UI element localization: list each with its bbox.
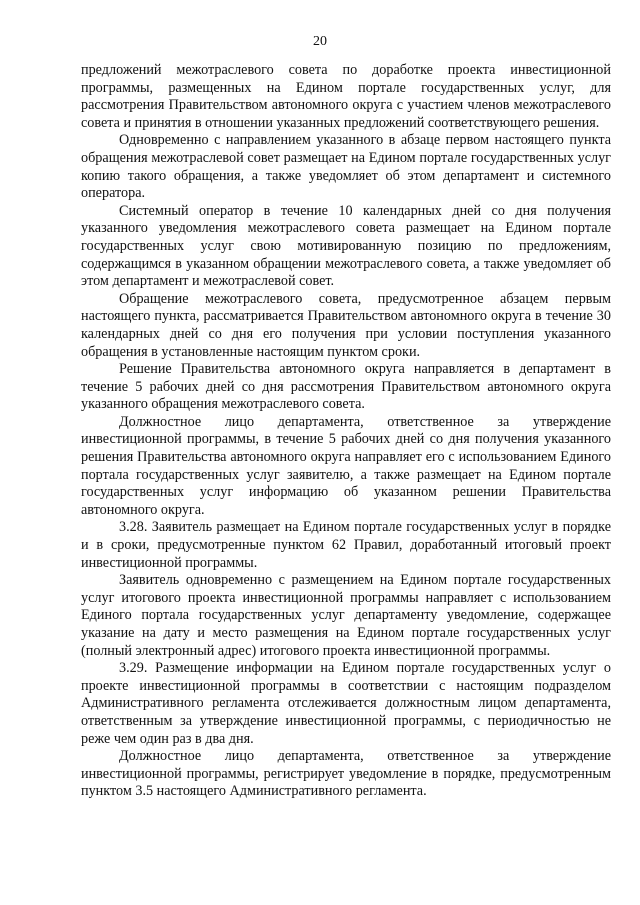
paragraph-section-3-29: 3.29. Размещение информации на Едином портале государственных услуг о проекте инвестиционной программы в соответствии с настоящим подразделом Административного регламента отслеживается должностным лицом департамента, ответственным за утверждение инвестиционной программы, с периодичностью не реже чем один раз в два дня. xyxy=(81,660,611,747)
paragraph-section-3-28: 3.28. Заявитель размещает на Едином портале государственных услуг в порядке и в сроки, предусмотренные пунктом 62 Правил, доработанный итоговый проект инвестиционной программы. xyxy=(81,519,611,571)
paragraph: Должностное лицо департамента, ответственное за утверждение инвестиционной программы, в течение 5 рабочих дней со дня получения указанного решения Правительства автономного округа направляет его с использованием Единого портала государственных услуг заявителю, а также размещает на Едином портале государственных услуг информацию об указанном решении Правительства автономного округа. xyxy=(81,413,611,518)
paragraph: Одновременно с направлением указанного в абзаце первом настоящего пункта обращения межотраслевой совет размещает на Едином портале государственных услуг копию такого обращения, а также уведомляет об этом департамент и системного оператора. xyxy=(81,132,611,202)
paragraph: Решение Правительства автономного округа направляется в департамент в течение 5 рабочих дней со дня рассмотрения Правительством автономного округа указанного обращения межотраслевого совета. xyxy=(81,361,611,413)
paragraph: Обращение межотраслевого совета, предусмотренное абзацем первым настоящего пункта, рассматривается Правительством автономного округа в течение 30 календарных дней со дня его получения при условии поступления указанного обращения в установленные настоящим пунктом сроки. xyxy=(81,290,611,360)
page-number: 20 xyxy=(313,34,327,49)
paragraph: Заявитель одновременно с размещением на Едином портале государственных услуг итогового проекта инвестиционной программы направляет с использованием Единого портала государственных услуг департаменту уведомление, содержащее указание на дату и место размещения на Едином портале государственных услуг (полный электронный адрес) итогового проекта инвестиционной программы. xyxy=(81,572,611,659)
document-body xyxy=(81,62,611,801)
paragraph: Системный оператор в течение 10 календарных дней со дня получения указанного уведомления межотраслевого совета размещает на Едином портале государственных услуг свою мотивированную позицию по предложениям, содержащимся в указанном обращении межотраслевого совета, а также уведомляет об этом департамент и межотраслевой совет. xyxy=(81,202,611,290)
paragraph: Должностное лицо департамента, ответственное за утверждение инвестиционной программы, регистрирует уведомление в порядке, предусмотренным пунктом 3.5 настоящего Административного регламента. xyxy=(81,748,611,800)
paragraph-continuation: предложений межотраслевого совета по доработке проекта инвестиционной программы, размещенных на Едином портале государственных услуг, для рассмотрения Правительством автономного округа с участием членов межотраслевого совета и принятия в отношении указанных предложений соответствующего решения. xyxy=(81,62,611,131)
